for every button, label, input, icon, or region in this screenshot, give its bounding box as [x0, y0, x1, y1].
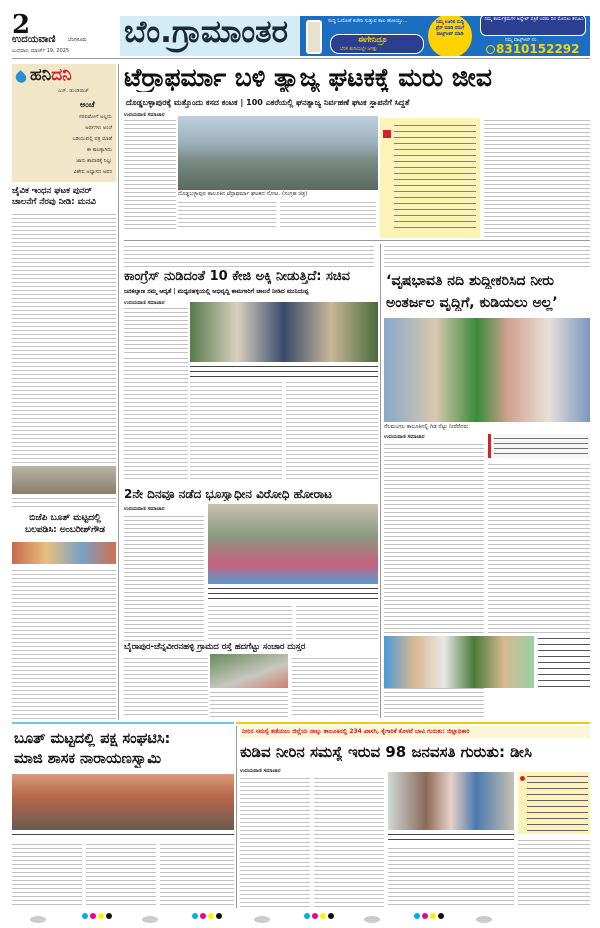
black-dot [106, 913, 112, 919]
edition-label: ಬೆಂಗಳೂರು [68, 37, 87, 43]
protest-byline: ಉದಯವಾಣಿ ಸಮಾಚಾರ [124, 506, 165, 512]
article-text [296, 604, 378, 642]
sidebar-text [527, 774, 588, 832]
magenta-dot [312, 913, 318, 919]
yellow-dot [320, 913, 326, 919]
booth-party-caption [12, 832, 234, 838]
article-text [286, 380, 378, 482]
photo-caption-text [538, 636, 590, 688]
article-text [484, 118, 590, 238]
poem-line: ಜಾನು ಶಾಪಾರಕ್ಕೆ ನಿಲ್ಲು [76, 158, 112, 164]
bjp-booth-headline: ಬಿಜೆಪಿ ಬೂತ್ ಮಟ್ಟದಲ್ಲಿ ಬಲಪಡಿಸಿ: ಅಂಬರೀಶ್‌ಗೌಡ [24, 513, 106, 536]
article-text [124, 244, 374, 270]
cyan-dot [82, 913, 88, 919]
poem-line: ಸರಪಟೋಗೆ ಅಲ್ಲದು [78, 114, 112, 120]
article-text [124, 656, 208, 718]
cmyk-dots [192, 913, 222, 919]
congress-byline: ಉದಯವಾಣಿ ಸಮಾಚಾರ [124, 300, 165, 306]
article-text [12, 842, 82, 908]
ad-bubble-text: ನಿಮ್ಮ ಊರಿನ ಸುದ್ದಿ ಪ್ರೆಸ್ ಮಾಡಿ ನಮಗೆ ವಾಟ್ಸ್ಆಪ್ ಮಾಡಿ [435, 20, 465, 37]
reg-oval [142, 916, 158, 923]
poem-line: ಈ ಕಾಲಕ್ಕಾಗಿದು [86, 147, 112, 153]
vrishabhavathi-caption: ನೆಲಮಂಗಲ ತಾಲೂಕಿನಲ್ಲಿ ಗಿಡ ನೆಟ್ಟು ನೀರೆರೆದರು. [384, 424, 470, 430]
article-text [178, 200, 276, 230]
article-text [124, 118, 176, 230]
article-text [160, 842, 234, 908]
ad-phone: 8310152292 [496, 42, 580, 56]
cmyk-dots [304, 913, 334, 919]
ad-line2: ಈಗೇನಿದ್ರೂ [358, 35, 387, 44]
article-text [12, 212, 116, 464]
cmyk-dots [82, 913, 112, 919]
booth-party-photo [12, 774, 234, 830]
article-text [292, 656, 378, 718]
road-headline: ಬೈರಾಪುರ-ಚೆನ್ನವೀರನಹಳ್ಳಿ ಗ್ರಾಮದ ರಸ್ತೆ ಹದಗೆಟ್ಟು ಸಂಚಾರ ದುಸ್ತರ [124, 643, 306, 652]
reg-oval [364, 916, 380, 923]
column-divider [380, 244, 381, 718]
poem-line: ಅರ್ಥಗಳು ಅಂಚೆ [85, 125, 112, 131]
masthead-divider [12, 58, 590, 59]
black-dot [216, 913, 222, 919]
article-text [124, 306, 188, 354]
phone-hand-icon [306, 20, 322, 54]
yellow-dot [98, 913, 104, 919]
vrishabhavathi-headline-1: ‘ವೃಷಭಾವತಿ ನದಿ ಶುದ್ಧೀಕರಿಸಿದ ನೀರು [386, 274, 555, 289]
column-divider [118, 64, 119, 720]
black-dot [438, 913, 444, 919]
poem-title: ಅಂಚೆ [80, 100, 95, 109]
registration-marks [0, 912, 600, 926]
page-number: 2 [12, 10, 31, 40]
blue-rule [12, 722, 234, 724]
group-photo [384, 636, 534, 688]
magenta-dot [90, 913, 96, 919]
ad-right-text: ನಿಮ್ಮ ಕಾರ್ಯಕ್ರಮಗಳ ಅಪ್ಡೇಟ್ ಪತ್ರಿಕೆ ಎರಡು ದಿನ ಮೊದಲು ಕಳುಹಿಸಿ [484, 17, 584, 22]
ad-line3: ಬೆರಳ ತುದಿಯಲ್ಲೇ ಜಗತ್ತು [340, 47, 378, 52]
article-text [314, 776, 384, 908]
hanidani-author: ಎಚ್. ಡುಂಡಿರಾಜ್ [58, 88, 89, 94]
article-text [210, 690, 288, 718]
magenta-dot [200, 913, 206, 919]
thumbs-up-icon [383, 130, 391, 138]
quote-text [494, 436, 588, 456]
column-divider [236, 726, 237, 908]
article-text [12, 568, 116, 720]
vrishabhavathi-photo [384, 318, 590, 422]
protest-headline: 2ನೇ ದಿನವೂ ನಡೆದ ಭೂಸ್ವಾಧೀನ ವಿರೋಧಿ ಹೋರಾಟ [124, 488, 333, 501]
poem-line: ಬಡಿಯುವಲ್ಲಿ ಪತ್ರ ಮಾಡೆ [72, 136, 112, 142]
section-divider [124, 240, 590, 241]
article-text [86, 842, 156, 908]
paper-name: ಉದಯವಾಣಿ [12, 34, 56, 45]
lead-photo [178, 116, 378, 190]
hanidani-title-a: ಹನಿ [30, 65, 52, 85]
article-text [12, 496, 116, 510]
article-text [124, 514, 204, 644]
ad-line1: ಸುದ್ದಿ ಓದೋಕೆ ಕಚೇರಿ ಸುತ್ತುವ ಕಾಲ ಹೋಯ್ತು... [328, 18, 408, 24]
ad-whatsapp-label: ನಮ್ಮ ವಾಟ್ಸ್ಆಪ್ ನಂ. [505, 38, 538, 43]
section-title: ಬೆಂ.ಗ್ರಾಮಾಂತರ [124, 14, 288, 50]
hanidani-title [30, 65, 72, 85]
whatsapp-icon [486, 45, 495, 54]
congress-caption [190, 364, 378, 378]
article-text [518, 838, 590, 908]
article-text [190, 380, 282, 482]
whatsapp-ad [300, 16, 590, 56]
yellow-dot [430, 913, 436, 919]
reg-oval [476, 916, 492, 923]
article-text [488, 462, 590, 634]
left-story-headline: ಜೈವಿಕ ಇಂಧನ ಘಟಕ ಪುನರ್ ಚಾಲನೆಗೆ ನೆರವು ನೀಡಿ: ಮನವಿ [12, 186, 96, 208]
water-caption [388, 832, 514, 842]
article-text [240, 776, 310, 908]
cyan-dot [414, 913, 420, 919]
booth-party-headline-1: ಬೂತ್ ಮಟ್ಟದಲ್ಲಿ ಪಕ್ಷ ಸಂಘಟಿಸಿ: [14, 732, 171, 747]
lead-headline: ಟೆರ್ರಾಫರ್ಮಾ ಬಳಿ ತ್ಯಾಜ್ಯ ಘಟಕಕ್ಕೆ ಮರು ಜೀವ [124, 64, 492, 92]
lead-subheadline: ದೊಡ್ಡಬಳ್ಳಾಪುರಕ್ಕೆ ಮತ್ತೊಂದು ಕಸದ ಕಂಟಕ | 100 ಎಕರೆಯಲ್ಲಿ ಘನತ್ಯಾಜ್ಯ ನಿರ್ವಹಣೆ ಘಟಕ ಸ್ಥಾಪನೆಗೆ ಸಿದ್ಧತೆ [126, 98, 410, 107]
poem-line: ವಿಶೇಷ ಅಭ್ಯಾಸದ ಅವರ [73, 169, 112, 175]
reg-oval [254, 916, 270, 923]
water-photo [388, 772, 514, 830]
vrishabhavathi-byline: ಉದಯವಾಣಿ ಸಮಾಚಾರ [384, 434, 425, 440]
article-text [388, 846, 514, 908]
cmyk-dots [414, 913, 444, 919]
lead-byline: ಉದಯವಾಣಿ ಸಮಾಚಾರ [124, 112, 165, 118]
highlight-text [394, 122, 476, 232]
water-headline: ಕುಡಿವ ನೀರಿನ ಸಮಸ್ಯೆ ಇರುವ 98 ಜನವಸತಿ ಗುರುತು: ಡೀಸಿ [240, 744, 532, 761]
congress-photo [190, 302, 378, 362]
water-byline: ಉದಯವಾಣಿ ಸಮಾಚಾರ [240, 768, 281, 774]
yellow-rule [236, 722, 590, 724]
left-photo [12, 466, 116, 494]
cyan-dot [192, 913, 198, 919]
road-photo [210, 654, 288, 688]
booth-party-headline-2: ಮಾಜಿ ಶಾಸಕ ನಾರಾಯಣಸ್ವಾಮಿ [14, 752, 162, 767]
congress-subheadline: ಜನಕಲ್ಯಾಣ ನಮ್ಮ ಆದ್ಯತೆ | ಮಧ್ಯನಹಳ್ಳಿಯಲ್ಲಿ ಅಭಿವೃದ್ಧಿ ಕಾಮಗಾರಿಗೆ ಚಾಲನೆ ನೀಡಿದ ಮುನಿಯಪ್ಪ [124, 288, 309, 295]
hanidani-title-b: ದನಿ [51, 65, 72, 85]
poem-body [40, 112, 112, 178]
bjp-booth-photo [12, 542, 116, 564]
reg-oval [30, 916, 46, 923]
article-text [384, 244, 590, 270]
issue-date: ಬುಧವಾರ, ಮಾರ್ಚ್ 19, 2025 [12, 48, 70, 54]
protest-photo [208, 504, 378, 584]
cyan-dot [304, 913, 310, 919]
vrishabhavathi-headline-2: ಅಂತರ್ಜಲ ವೃದ್ಧಿಗೆ, ಕುಡಿಯಲು ಅಲ್ಲ’ [386, 296, 558, 311]
article-text [208, 604, 292, 642]
bullet-icon [520, 776, 525, 781]
article-text [280, 200, 376, 230]
congress-headline: ಕಾಂಗ್ರೆಸ್ ನುಡಿದಂತೆ 10 ಕೇಜಿ ಅಕ್ಕಿ ನೀಡುತ್ತಿದೆ: ಸಚಿವ [124, 270, 350, 284]
article-text [124, 356, 188, 482]
magenta-dot [422, 913, 428, 919]
lead-photo-caption: ದೊಡ್ಡಬಳ್ಳಾಪುರ ತಾಲೂಕಿನ ಟೆರ್ರಾಫರ್ಮಾ ಘಟಕದ ನೋಟ. (ಸಂಗ್ರಹ ಚಿತ್ರ) [178, 191, 308, 197]
black-dot [328, 913, 334, 919]
protest-caption [208, 586, 378, 602]
yellow-dot [208, 913, 214, 919]
water-kicker: ನೀರಿನ ಸಮಸ್ಯೆ ತಡೆಯಲು ಜಿಲ್ಲೆಯ ನಾಲ್ಕು ತಾಲೂಕಿನಲ್ಲಿ 234 ಖಾಸಗಿ, ಕೈಗಾರಿಕೆ ಕೊಳವೆ ಬಾವಿ ಗುರುತು: ಜಿಲ್ಲಾಧಿಕಾರಿ [242, 728, 470, 735]
